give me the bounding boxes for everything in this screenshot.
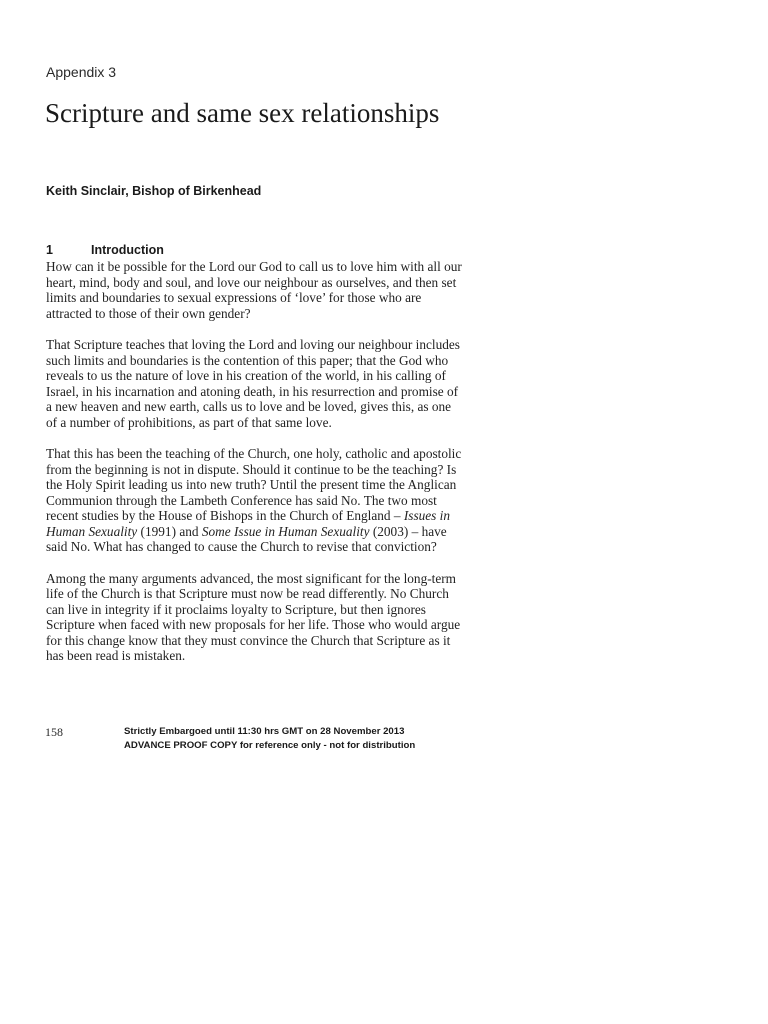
embargo-notice (124, 725, 415, 753)
book-title-1991: Issues in Human Sexuality (46, 508, 451, 539)
body-text (46, 259, 462, 680)
section-heading (46, 243, 164, 257)
proof-copy-line: ADVANCE PROOF COPY for reference only - not for distribution (124, 740, 416, 751)
appendix-label: Appendix 3 (46, 64, 117, 80)
paragraph-2: That Scripture teaches that loving the Lord and loving our neighbour includes such limits and boundaries is the contention of this paper; that the God who reveals to us the nature of love in his creation of the world, in his calling of Israel, in his incarnation and atoning death, in his resurrection and promise of a new heaven and new earth, calls us to love and be loved, gives this, as one of a number of prohibitions, as part of that same love. (46, 337, 460, 430)
paragraph-3 (46, 446, 462, 555)
embargo-line: Strictly Embargoed until 11:30 hrs GMT on 28 November 2013 (124, 726, 405, 737)
author-line: Keith Sinclair, Bishop of Birkenhead (46, 184, 262, 198)
paragraph-3-part-b: (1991) and (137, 523, 202, 539)
page-title: Scripture and same sex relationships (45, 98, 440, 128)
section-title: Introduction (91, 243, 164, 257)
paragraph-3-part-a: That this has been the teaching of the Church, one holy, catholic and apostolic from the beginning is not in dispute. Should it continue to be the teaching? Is the Holy Spirit leading us into new truth? Until the present time the Anglican Communion through the Lambeth Conference has said No. The two most recent studies by the House of Bishops in the Church of England – (46, 446, 462, 523)
paragraph-1: How can it be possible for the Lord our God to call us to love him with all our heart, mind, body and soul, and love our neighbour as ourselves, and then set limits and boundaries to sexual expressions of ‘love’ for those who are attracted to those of their own gender? (46, 259, 462, 321)
paragraph-4: Among the many arguments advanced, the most significant for the long-term life of the Church is that Scripture must now be read differently. No Church can live in integrity if it proclaims loyalty to Scripture, but then ignores Scripture when faced with new proposals for her life. Those who would argue for this change know that they must convince the Church that Scripture as it has been read is mistaken. (46, 570, 461, 663)
book-title-2003: Some Issue in Human Sexuality (201, 523, 370, 539)
page-number: 158 (45, 725, 63, 739)
paragraph-3-part-c: (2003) – have said No. What has changed to cause the Church to revise that conviction? (46, 523, 447, 554)
section-number: 1 (46, 243, 53, 257)
